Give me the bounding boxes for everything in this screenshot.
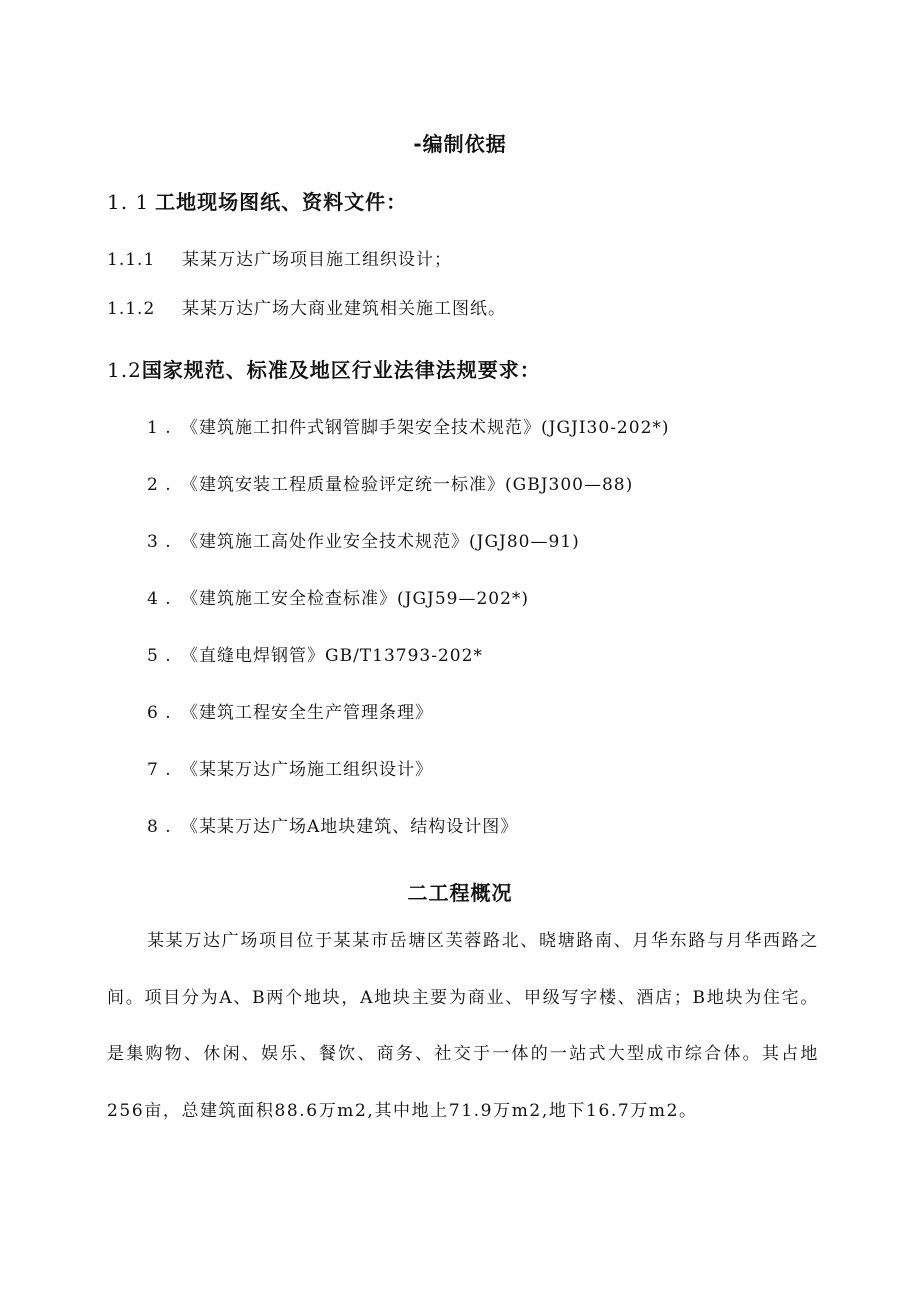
reference-text: 《建筑施工扣件式钢管脚手架安全技术规范》(JGJI30-202*) <box>181 418 670 438</box>
reference-text: 《某某万达广场A地块建筑、结构设计图》 <box>181 817 519 837</box>
reference-number: 2 . <box>147 475 172 495</box>
reference-text: 《建筑工程安全生产管理条理》 <box>181 703 433 723</box>
reference-item <box>147 470 633 495</box>
subsection-1-2-heading <box>107 354 541 383</box>
reference-item <box>147 755 433 780</box>
item-number: 1.1.1 <box>107 250 156 270</box>
list-item <box>107 294 506 319</box>
section-heading-overview: 二工程概况 <box>407 881 513 905</box>
reference-item <box>147 527 580 552</box>
reference-item <box>147 812 518 837</box>
subsection-number: 1. 1 <box>107 190 150 214</box>
reference-number: 1 . <box>147 418 172 438</box>
reference-item <box>147 698 433 723</box>
reference-item <box>147 413 670 438</box>
reference-number: 3 . <box>147 532 172 552</box>
reference-text: 《某某万达广场施工组织设计》 <box>181 760 433 780</box>
subsection-title: 工地现场图纸、资料文件： <box>155 190 408 214</box>
reference-item <box>147 641 483 666</box>
reference-number: 4 . <box>147 589 172 609</box>
item-number: 1.1.2 <box>107 299 156 319</box>
reference-text: 《建筑施工安全检查标准》(JGJ59—202*) <box>181 589 530 609</box>
reference-text: 《建筑施工高处作业安全技术规范》(JGJ80—91) <box>181 532 580 552</box>
reference-number: 7 . <box>147 760 172 780</box>
reference-text: 《建筑安装工程质量检验评定统一标准》(GBJ300—88) <box>181 475 634 495</box>
reference-number: 5 . <box>147 646 172 666</box>
item-text: 某某万达广场项目施工组织设计； <box>182 250 452 270</box>
subsection-number: 1.2 <box>107 358 142 382</box>
subsection-1-1-heading <box>107 186 407 215</box>
reference-item <box>147 584 529 609</box>
item-text: 某某万达广场大商业建筑相关施工图纸。 <box>182 299 506 319</box>
reference-number: 8 . <box>147 817 172 837</box>
overview-paragraph: 某某万达广场项目位于某某市岳塘区芙蓉路北、晓塘路南、月华东路与月华西路之间。项目分为A、B两个地块，A地块主要为商业、甲级写字楼、酒店；B地块为住宅。是集购物、休闲、娱乐、餐饮、商务、社交于一体的一站式大型成市综合体。其占地256亩，总建筑面积88.6万m2,其中地上71.9万m2,地下16.7万m2。 <box>107 931 819 1121</box>
reference-number: 6 . <box>147 703 172 723</box>
reference-text: 《直缝电焊钢管》GB/T13793-202* <box>181 646 483 666</box>
subsection-title: 国家规范、标准及地区行业法律法规要求： <box>141 358 541 382</box>
list-item <box>107 245 452 270</box>
section-heading-basis: -编制依据 <box>413 132 507 156</box>
